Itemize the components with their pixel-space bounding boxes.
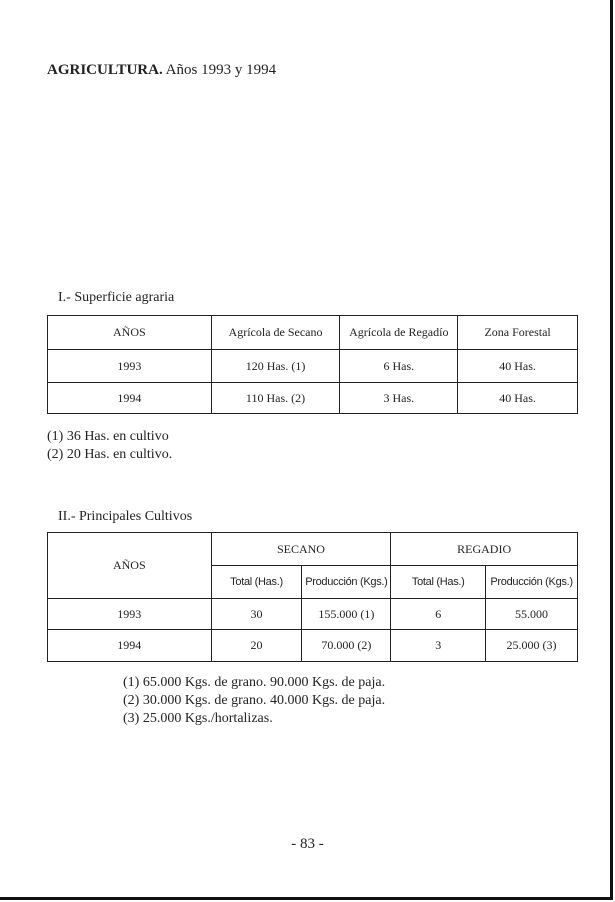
table-cell: 120 Has. (1) <box>211 350 340 383</box>
section2-heading: II.- Principales Cultivos <box>58 509 193 524</box>
table-cell: 1994 <box>48 630 212 662</box>
table-row <box>48 350 578 383</box>
table-cell: 1994 <box>48 383 212 414</box>
table-cell: 40 Has. <box>458 383 578 414</box>
header-cell: REGADIO <box>391 533 578 566</box>
table-cell: 6 Has. <box>340 350 458 383</box>
page-title <box>47 62 276 79</box>
table-row <box>48 630 578 662</box>
section1-heading: I.- Superficie agraria <box>58 290 175 305</box>
table-cell: 1993 <box>48 599 212 630</box>
subheader-cell: Total (Has.) <box>391 566 486 599</box>
table-cell: 3 Has. <box>340 383 458 414</box>
title-rest: Años 1993 y 1994 <box>165 62 277 78</box>
table-row <box>48 599 578 630</box>
section1-notes <box>47 428 172 464</box>
table-cell: 55.000 <box>486 599 578 630</box>
footnote: (1) 36 Has. en cultivo <box>47 429 169 444</box>
header-cell: AÑOS <box>48 316 212 350</box>
cultivos-table <box>47 532 578 662</box>
title-bold: AGRICULTURA. <box>47 62 163 78</box>
table-cell: 25.000 (3) <box>486 630 578 662</box>
header-cell: SECANO <box>211 533 391 566</box>
subheader-cell: Total (Has.) <box>211 566 302 599</box>
table-row <box>48 383 578 414</box>
footnote: (2) 20 Has. en cultivo. <box>47 447 173 462</box>
subheader-cell: Producción (Kgs.) <box>486 566 578 599</box>
header-cell: AÑOS <box>48 533 212 599</box>
table-header-row <box>48 316 578 350</box>
table-header-row <box>48 533 578 566</box>
table-cell: 1993 <box>48 350 212 383</box>
table-cell: 40 Has. <box>458 350 578 383</box>
footnote: (1) 65.000 Kgs. de grano. 90.000 Kgs. de paja. <box>123 675 386 690</box>
superficie-table <box>47 315 578 414</box>
header-cell: Zona Forestal <box>458 316 578 350</box>
table-cell: 155.000 (1) <box>302 599 391 630</box>
header-cell: Agrícola de Regadío <box>340 316 458 350</box>
table-cell: 20 <box>211 630 302 662</box>
subheader-cell: Producción (Kgs.) <box>302 566 391 599</box>
table-cell: 30 <box>211 599 302 630</box>
table-cell: 6 <box>391 599 486 630</box>
table-cell: 3 <box>391 630 486 662</box>
table-cell: 70.000 (2) <box>302 630 391 662</box>
header-cell: Agrícola de Secano <box>211 316 340 350</box>
page-number: - 83 - <box>291 836 324 852</box>
footnote: (3) 25.000 Kgs./hortalizas. <box>123 711 273 726</box>
footnote: (2) 30.000 Kgs. de grano. 40.000 Kgs. de paja. <box>123 693 386 708</box>
section2-notes <box>123 674 385 728</box>
table-cell: 110 Has. (2) <box>211 383 340 414</box>
